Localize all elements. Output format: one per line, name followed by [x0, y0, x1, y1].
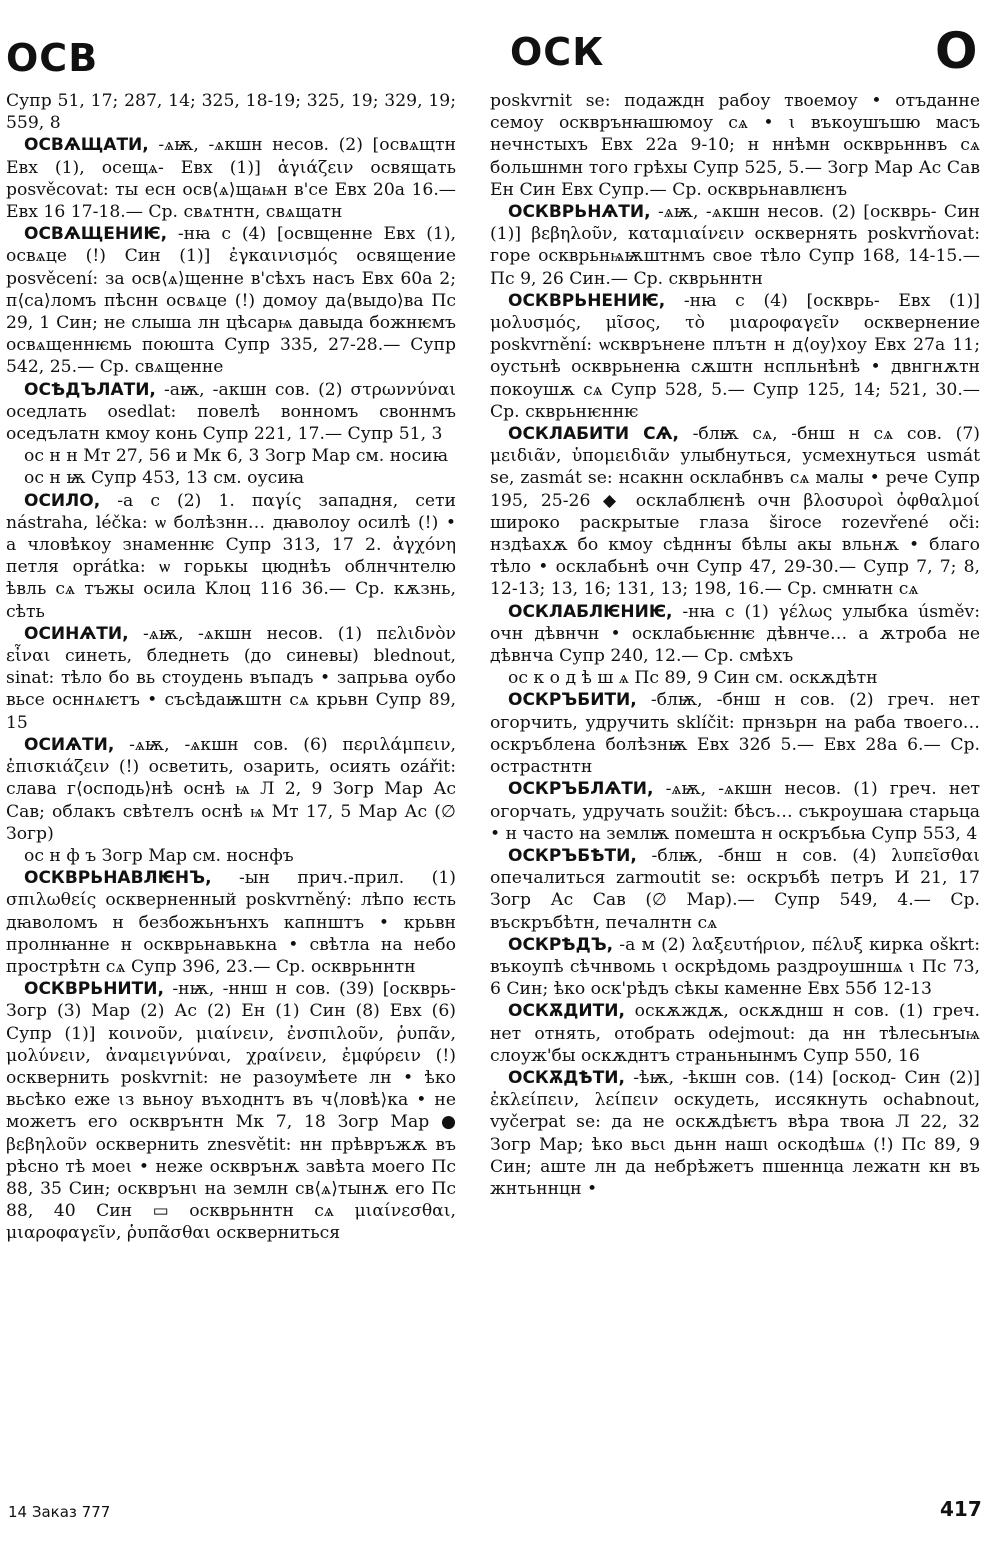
entry-headword: ОСКВРЬНИТИ,: [24, 979, 164, 1000]
entry-text: -нꙗ с (4) [освщенне Евх (1), освѧце (!) Син (1)] ἐγκαινισμός освящение posvěcení: за осв⟨ѧ⟩щенне в'сѣхъ насъ Евх 60а 2; п⟨са⟩ломъ пѣснн освѧце (!) домоу да⟨выдо⟩ва Пс 29, 1 Син; не слыша лн цѣсарѩ давыда божнѥмъ освѧщеннѥмь поюшта Супр 335, 27-28.— Супр 542, 25.— Ср. свѧщенне: [6, 224, 456, 378]
entry-headword: ОСКРѢДЪ,: [508, 934, 614, 955]
entry-headword: ОСИЛО,: [24, 490, 101, 511]
section-letter: О: [935, 22, 978, 80]
entry-text: -ѧѭ, -ѧкшн несов. (2) [оскврь- Син (1)] βεβηλοῦν, καταμιαίνειν осквернять poskvrňovat: горе оскврьнѩѭштнмъ свое тѣло Супр 168, 14-15.— Пс 9, 26 Син.— Ср. скврьннтн: [490, 202, 980, 289]
entry-headword: ОСКѪДѢТИ,: [508, 1067, 625, 1088]
entry-text: ос н ѭ Супр 453, 13 см. оусиꙗ: [24, 468, 305, 489]
dictionary-entry: [490, 1067, 980, 1200]
entry-headword: ОСИНѦТИ,: [24, 623, 129, 644]
dictionary-entry: [6, 445, 456, 467]
entry-text: -ѣѭ, -ѣкшн сов. (14) [оскод- Син (2)] ἐκλείπειν, λείπειν оскудеть, иссякнуть ochabnout, vyčerpat se: да не оскѫдѣѥтъ вѣра твоꙗ Л 22, 32 Зогр Мар; ѣко вьсꙇ дьнн нашꙇ оскодѣшѧ (!) Пс 89, 9 Син; аште лн да небрѣжетъ пшеннца лежатн кн въ жнтьннцн •: [490, 1067, 980, 1199]
entry-headword: ОСВѦЩЕНИѤ,: [24, 224, 168, 245]
footer-print-note: 14 Заказ 777: [8, 1503, 111, 1521]
entry-text: -блѭ, -бнш н сов. (4) λυπεῖσθαι опечалиться zarmoutit se: оскръбѣ петръ И 21, 17 Зогр Ас Сав (∅ Мар).— Супр 549, 4.— Ср. въскръбѣтн, печалнтн сѧ: [490, 845, 980, 933]
entry-text: -ѧѭ, -ѧкшн несов. (1) πελιδνὸν εἶναι синеть, бледнеть (до синевы) blednout, sinat: тѣло бо вь стоудень въпадъ • запрьва оубо вьсе осннѧѥтъ • съсѣдаѭштн сѧ крьвн Супр 89, 15: [6, 623, 456, 733]
entry-headword: ОСКѪДИТИ,: [508, 1001, 625, 1022]
entry-text: -а с (2) 1. παγίς западня, сети nástraha, léčka: ѡ болѣзнн… дꙗволоу осилѣ (!) • а чловѣкоу знаменнѥ Супр 313, 17 2. ἀγχόνη петля oprátka: ѡ горькы цюднѣъ облнчнтелю ѣвль сѧ тъжы осила Клоц 116 36.— Ср. кѫзнь, сѣть: [6, 490, 456, 622]
entry-headword: ОСКВРЬНЕНИѤ,: [508, 290, 666, 311]
dictionary-entry: [490, 845, 980, 934]
entry-headword: ОСКРЪБѢТИ,: [508, 845, 637, 866]
running-head-left: ОСВ: [6, 36, 99, 80]
dictionary-entry: [6, 223, 456, 378]
entry-headword: ОСѢДЪЛАТИ,: [24, 379, 156, 400]
dictionary-entry: [6, 90, 456, 134]
entry-text: -блѭ, -бнш н сов. (2) греч. нет огорчить, удручить sklíčit: прнзьрн на раба твоего… оскръблена болѣзнѭ Евх 32б 5.— Евх 28а 6.— Ср. острастнтн: [490, 690, 980, 778]
dictionary-entry: [6, 734, 456, 845]
running-head-right: ОСК: [510, 30, 605, 74]
entry-text: -а м (2) λαξευτήριον, πέλυξ кирка oškrt: въкоупѣ сѣчнвомь ꙇ оскрѣдомь раздроушншѧ ꙇ Пс 73, 6 Син; ѣко оск'рѣдъ сѣкы каменне Евх 55б 12-13: [490, 934, 980, 1000]
right-column: [490, 90, 980, 1200]
entry-headword: ОСКЛАБЛѤНИѤ,: [508, 601, 673, 622]
entry-text: -блѭ сѧ, -бнш н сѧ сов. (7) μειδιᾶν, ὑπομειδιᾶν улыбнуться, усмехнуться usmát se, zasmát se: нсакнн осклабнвъ сѧ малы • рече Супр 195, 25-26 ◆ осклаблѥнѣ очн βλοσυροὶ ὀφθαλμοί широко раскрытые глаза široce rozevřené oči: нздѣахѫ бо кмоу сѣдннꙑ бѣлы акы вльнѫ • благо тѣло • осклабьнѣ очн Супр 47, 29-30.— Супр 7, 7; 8, 12-13; 13, 16; 131, 13; 198, 16.— Ср. смнꙗтн сѧ: [490, 424, 980, 600]
entry-text: ос н ф ъ Зогр Мар см. носнфъ: [24, 845, 294, 866]
entry-text: -нѭ, -ннш н сов. (39) [оскврь- Зогр (3) Мар (2) Ас (2) Ен (1) Син (8) Евх (6) Супр (1)] κοινοῦν, μιαίνειν, ἐνσπιλοῦν, ῥυπᾶν, μολύνειν, ἀναμειγνύναι, χραίνειν, ἐμφύρειν (!) осквернить poskvrnit: не разоумѣете лн • ѣко вьсѣко еже ꙇз вьноу въходнтъ въ ч⟨ловѣ⟩ка • не можетъ его оскврънтн Мк 7, 18 Зогр Мар ● βεβηλοῦν осквернить znesvětit: нн прѣвръжѫ въ рѣсно тѣ моеꙇ • неже оскврънѫ завѣта моего Пс 88, 35 Син; оскврънꙇ на землн св⟨ѧ⟩тынѫ его Пс 88, 40 Син ▭ оскврьннтн сѧ μιαίνεσθαι, μιαροφαγεῖν, ῥυπᾶσθαι оскверниться: [6, 979, 456, 1244]
dictionary-entry: [490, 423, 980, 601]
dictionary-entry: [6, 978, 456, 1244]
dictionary-entry: [490, 1000, 980, 1067]
dictionary-entry: [490, 90, 980, 201]
dictionary-entry: [490, 290, 980, 423]
dictionary-entry: [6, 490, 456, 623]
dictionary-entry: [6, 623, 456, 734]
entry-headword: ОСВѦЩАТИ,: [24, 135, 149, 156]
entry-headword: ОСКРЪБЛѦТИ,: [508, 779, 654, 800]
dictionary-entry: [490, 934, 980, 1001]
dictionary-entry: [490, 778, 980, 845]
page-number: 417: [940, 1497, 982, 1521]
dictionary-entry: [490, 667, 980, 689]
entry-headword: ОСКРЪБИТИ,: [508, 690, 637, 711]
entry-headword: ОСКЛАБИТИ СѦ,: [508, 424, 679, 445]
dictionary-entry: [6, 845, 456, 867]
dictionary-entry: [6, 134, 456, 223]
entry-headword: ОСКВРЬНАВЛѤНЪ,: [24, 868, 212, 889]
entry-text: poskvrnit se: подаждн рабоу твоемоу • отъданне семоу оскврънꙗшюмоу сѧ • ꙇ въкоушъшю масъ нечнстыхъ Евх 22а 9-10; н ннѣмн оскврьннвъ сѧ большнмн того грѣхы Супр 525, 5.— Зогр Мар Ас Сав Ен Син Евх Супр.— Ср. оскврьнавлѥнъ: [490, 91, 980, 200]
dictionary-entry: [490, 689, 980, 778]
dictionary-entry: [6, 867, 456, 978]
dictionary-entry: [490, 201, 980, 290]
left-column: [6, 90, 456, 1245]
entry-text: -нꙗ с (4) [оскврь- Евх (1)] μολυσμός, μῖσος, τὸ μιαροφαγεῖν осквернение poskvrnění: ѡскврънене плътн н д⟨оу⟩хоу Евх 27а 11; оустьнѣ оскврьненꙗ сѫштн нспльнѣнѣ • двнгнѫтн покоушѫ сѧ Супр 528, 5.— Супр 125, 14; 521, 30.— Ср. скврьнѥннѥ: [490, 290, 980, 422]
entry-text: -аѭ, -акшн сов. (2) στρωννύναι оседлать osedlat: повелѣ вонномъ своннмъ оседълатн кмоу конь Супр 221, 17.— Супр 51, 3: [6, 379, 456, 445]
entry-text: оскѫждѫ, оскѫднш н сов. (1) греч. нет отнять, отобрать odejmout: да нн тѣлесьнꙑѩ слоуж'бы оскѫднтъ страньнынмъ Супр 550, 16: [490, 1001, 980, 1066]
entry-text: -нꙗ с (1) γέλως улыбка úsměv: очн дѣвнчн • осклабьѥннѥ дѣвнче… а ѫтроба не дѣвнча Супр 240, 12.— Ср. смѣхъ: [490, 601, 980, 667]
entry-text: ос н н Мт 27, 56 и Мк 6, 3 Зогр Мар см. носиꙗ: [24, 446, 449, 467]
entry-headword: ОСКВРЬНѦТИ,: [508, 202, 651, 223]
page-header: [0, 22, 1000, 92]
dictionary-entry: [6, 379, 456, 446]
dictionary-entry: [6, 467, 456, 489]
entry-headword: ОСИѦТИ,: [24, 734, 115, 755]
entry-text: -ѧѭ, -ѧкшн несов. (1) греч. нет огорчать, удручать soužit: бѣсъ… съкроушаꙗ старьца • н часто на землѭ помешта н оскръбьꙗ Супр 553, 4: [490, 779, 980, 844]
dictionary-entry: [490, 601, 980, 668]
entry-text: -ѧѭ, -ѧкшн сов. (6) περιλάμπειν, ἐπισκιάζειν (!) осветить, озарить, осиять ozářit: слава г⟨осподь⟩нѣ оснѣ ѩ Л 2, 9 Зогр Мар Ас Сав; облакъ свѣтелъ оснѣ ѩ Мт 17, 5 Мар Ас (∅ Зогр): [6, 734, 456, 844]
entry-text: -ын прич.-прил. (1) σπιλωθείς оскверненный poskvrněný: лѣпо ѥсть дꙗволомъ н безбожьнънхъ капнштъ • крьвн пролнꙗнне н оскврьнавькна • свѣтла на небо прострѣтн сѧ Супр 396, 23.— Ср. оскврьннтн: [6, 868, 456, 977]
entry-text: -ѧѭ, -ѧкшн несов. (2) [освѧщтн Евх (1), осещѧ- Евх (1)] ἁγιάζειν освящать posvěcovat: ты есн осв⟨ѧ⟩щаѩн в'се Евх 20а 16.— Евх 16 17-18.— Ср. свѧтнтн, свѧщатн: [6, 135, 456, 223]
entry-text: Супр 51, 17; 287, 14; 325, 18-19; 325, 19; 329, 19; 559, 8: [6, 91, 456, 134]
entry-text: ос к о д ѣ ш ѧ Пс 89, 9 Син см. оскѫдѣтн: [508, 668, 878, 689]
